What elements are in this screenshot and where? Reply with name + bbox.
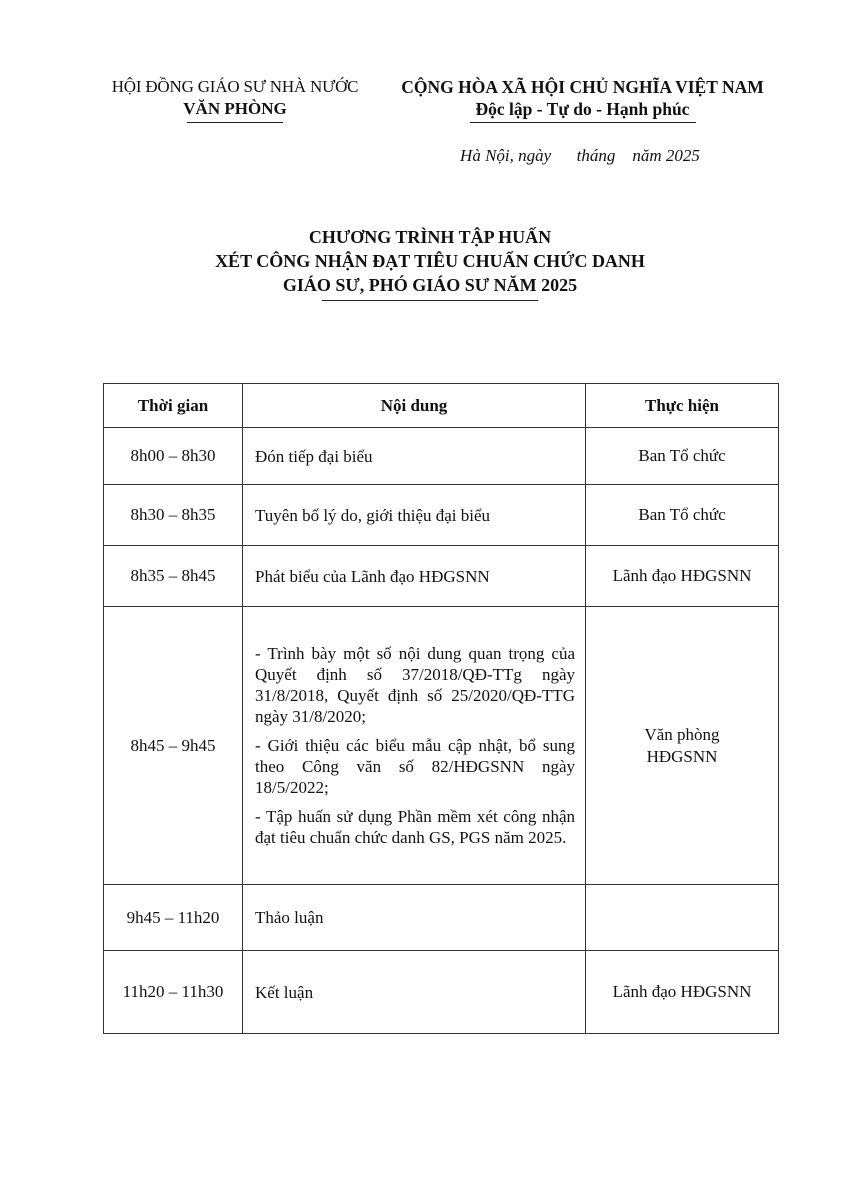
- table-row: [104, 428, 779, 485]
- content-item: - Giới thiệu các biểu mẫu cập nhật, bổ sung theo Công văn số 82/HĐGSNN ngày 18/5/2022;: [255, 736, 575, 797]
- row-time: 11h20 – 11h30: [104, 951, 243, 1034]
- row-time: 9h45 – 11h20: [104, 885, 243, 951]
- issuer-organization: HỘI ĐỒNG GIÁO SƯ NHÀ NƯỚC: [111, 77, 359, 96]
- content-item: - Trình bày một số nội dung quan trọng của Quyết định số 37/2018/QĐ-TTg ngày 31/8/2018, Quyết định số 25/2020/QĐ-TTG ngày 31/8/2020;: [255, 644, 575, 726]
- executor-line: HĐGSNN: [646, 746, 718, 766]
- row-executor: Ban Tổ chức: [586, 485, 779, 546]
- row-content: Đón tiếp đại biểu: [243, 428, 586, 485]
- row-executor: Lãnh đạo HĐGSNN: [586, 951, 779, 1034]
- row-time: 8h30 – 8h35: [104, 485, 243, 546]
- issuer-underline: [187, 122, 283, 123]
- national-motto: Độc lập - Tự do - Hạnh phúc: [475, 99, 690, 119]
- issuer-block: [100, 76, 370, 123]
- table-header-row: [104, 384, 779, 428]
- title-underline: [322, 300, 538, 301]
- table-row: [104, 951, 779, 1034]
- title-line-2: XÉT CÔNG NHẬN ĐẠT TIÊU CHUẨN CHỨC DANH: [215, 251, 645, 271]
- title-line-1: CHƯƠNG TRÌNH TẬP HUẤN: [308, 227, 552, 247]
- table-row: [104, 607, 779, 885]
- row-executor: [586, 607, 779, 885]
- program-table: [103, 383, 779, 1034]
- place-date-line: Hà Nội, ngày tháng năm 2025: [460, 146, 700, 165]
- motto-underline: [470, 122, 696, 123]
- row-executor: [586, 885, 779, 951]
- row-time: 8h45 – 9h45: [104, 607, 243, 885]
- row-content: Tuyên bố lý do, giới thiệu đại biểu: [243, 485, 586, 546]
- row-content: Kết luận: [243, 951, 586, 1034]
- content-item: - Tập huấn sử dụng Phần mềm xét công nhận đạt tiêu chuẩn chức danh GS, PGS năm 2025.: [255, 807, 575, 847]
- row-content: [243, 607, 586, 885]
- title-line-3: GIÁO SƯ, PHÓ GIÁO SƯ NĂM 2025: [282, 275, 578, 295]
- executor-line: Văn phòng: [644, 724, 720, 744]
- row-time: 8h35 – 8h45: [104, 546, 243, 607]
- column-header-content: Nội dung: [243, 384, 586, 428]
- nation-name: CỘNG HÒA XÃ HỘI CHỦ NGHĨA VIỆT NAM: [401, 77, 764, 97]
- document-title: [150, 225, 710, 301]
- national-heading: [385, 76, 780, 123]
- issuer-unit: VĂN PHÒNG: [183, 99, 287, 118]
- table-row: [104, 546, 779, 607]
- column-header-executor: Thực hiện: [586, 384, 779, 428]
- row-content: Phát biểu của Lãnh đạo HĐGSNN: [243, 546, 586, 607]
- row-executor: Lãnh đạo HĐGSNN: [586, 546, 779, 607]
- row-executor: Ban Tổ chức: [586, 428, 779, 485]
- row-time: 8h00 – 8h30: [104, 428, 243, 485]
- column-header-time: Thời gian: [104, 384, 243, 428]
- table-row: [104, 485, 779, 546]
- table-row: [104, 885, 779, 951]
- row-content: Thảo luận: [243, 885, 586, 951]
